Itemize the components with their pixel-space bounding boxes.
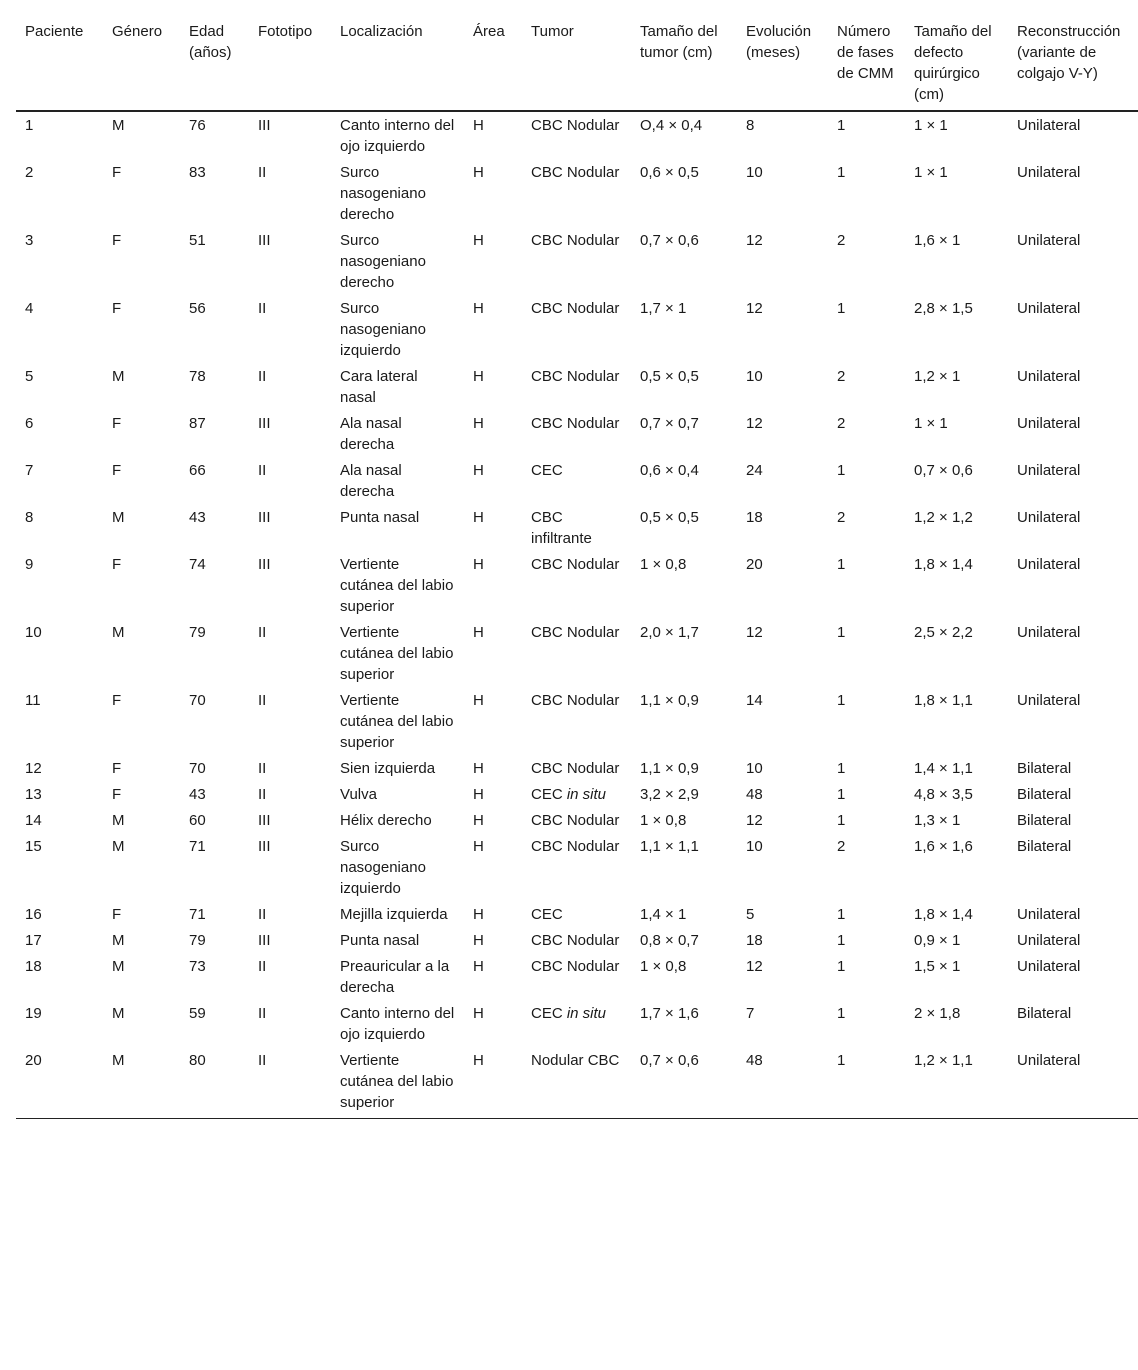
cell-genero: M <box>112 932 125 949</box>
cell-localizacion: Cara lateral nasal <box>340 368 418 406</box>
cell-paciente: 20 <box>16 1047 103 1119</box>
cell-tumor <box>522 410 631 457</box>
cell-fototipo: III <box>258 838 271 855</box>
header-area: Área <box>464 12 522 111</box>
cell-tamano-tumor: 1 × 0,8 <box>640 958 687 975</box>
cell-reconstruccion: Bilateral <box>1017 786 1072 803</box>
cell-paciente: 2 <box>25 164 34 181</box>
cell-fases: 1 <box>828 1047 905 1119</box>
cell-paciente: 3 <box>25 232 34 249</box>
cell-fototipo: III <box>258 556 271 573</box>
cell-localizacion: Vertiente cutánea del labio superior <box>340 692 454 751</box>
table-row <box>16 687 1138 755</box>
table-row <box>16 1000 1138 1047</box>
cell-fototipo: III <box>258 117 271 134</box>
cell-reconstruccion: Unilateral <box>1017 624 1081 641</box>
cell-paciente: 9 <box>25 556 34 573</box>
table-row <box>16 457 1138 504</box>
table-row <box>16 619 1138 687</box>
cell-paciente: 12 <box>25 760 42 777</box>
cell-edad: 79 <box>189 932 206 949</box>
table-row <box>16 927 1138 953</box>
cell-edad: 70 <box>189 692 206 709</box>
cell-reconstruccion: Unilateral <box>1017 509 1081 526</box>
cell-localizacion: Ala nasal derecha <box>340 462 402 500</box>
tumor-type: CBC Nodular <box>531 556 620 573</box>
cell-fototipo: II <box>258 368 267 385</box>
cell-tumor <box>522 457 631 504</box>
cell-localizacion: Preauricular a la derecha <box>340 958 450 996</box>
cell-localizacion: Surco nasogeniano izquierdo <box>340 838 426 897</box>
cell-reconstruccion: Unilateral <box>1017 164 1081 181</box>
cell-genero: F <box>112 556 122 573</box>
cell-paciente: 13 <box>25 786 42 803</box>
table-row <box>16 410 1138 457</box>
cell-reconstruccion: Unilateral <box>1017 692 1081 709</box>
cell-tamano-tumor: 0,7 × 0,6 <box>631 1047 737 1119</box>
cell-paciente: 11 <box>25 692 41 709</box>
cell-genero: F <box>112 164 122 181</box>
cell-defecto: 2,8 × 1,5 <box>914 300 973 317</box>
cell-paciente: 7 <box>25 462 34 479</box>
cell-defecto: 2,5 × 2,2 <box>914 624 973 641</box>
tumor-type: CBC Nodular <box>531 692 620 709</box>
cell-fototipo: II <box>258 958 267 975</box>
header-row <box>16 12 1138 111</box>
cell-reconstruccion: Unilateral <box>1017 932 1081 949</box>
cell-evolucion: 12 <box>746 232 763 249</box>
cell-localizacion: Surco nasogeniano derecho <box>340 232 426 291</box>
cell-area: H <box>464 1047 522 1119</box>
cell-fototipo: II <box>258 906 267 923</box>
cell-evolucion: 18 <box>746 932 763 949</box>
table-row <box>16 227 1138 295</box>
cell-fases: 1 <box>837 760 846 777</box>
cell-area: H <box>473 415 484 432</box>
cell-reconstruccion: Unilateral <box>1017 117 1081 134</box>
cell-evolucion: 12 <box>746 415 763 432</box>
patients-table <box>16 12 1138 1119</box>
cell-localizacion: Surco nasogeniano izquierdo <box>340 300 426 359</box>
cell-evolucion: 12 <box>746 300 763 317</box>
cell-defecto: 1 × 1 <box>914 415 948 432</box>
cell-evolucion: 48 <box>746 786 763 803</box>
cell-evolucion: 18 <box>746 509 763 526</box>
cell-reconstruccion: Unilateral <box>1017 462 1081 479</box>
cell-area: H <box>473 462 484 479</box>
cell-genero: F <box>112 760 122 777</box>
cell-edad: 43 <box>189 509 206 526</box>
cell-fototipo: III <box>258 415 271 432</box>
cell-fases: 2 <box>837 509 846 526</box>
cell-localizacion: Sien izquierda <box>340 760 436 777</box>
cell-fases: 1 <box>837 812 846 829</box>
cell-tamano-tumor: 0,5 × 0,5 <box>640 509 699 526</box>
cell-evolucion: 7 <box>746 1005 755 1022</box>
tumor-type: CBC Nodular <box>531 117 620 134</box>
cell-area: H <box>473 760 484 777</box>
table-body <box>16 111 1138 1119</box>
cell-reconstruccion: Unilateral <box>1017 368 1081 385</box>
cell-reconstruccion: Unilateral <box>1017 958 1081 975</box>
tumor-type: CBC Nodular <box>531 164 620 181</box>
cell-paciente: 1 <box>25 117 34 134</box>
tumor-type: CEC <box>531 1005 563 1022</box>
cell-defecto: 1 × 1 <box>914 117 948 134</box>
cell-tamano-tumor: 0,7 × 0,6 <box>640 232 699 249</box>
cell-fases: 1 <box>837 300 846 317</box>
tumor-type: CBC Nodular <box>531 760 620 777</box>
tumor-type: CBC Nodular <box>531 300 620 317</box>
cell-paciente: 10 <box>25 624 42 641</box>
cell-tamano-tumor: 1 × 0,8 <box>640 556 687 573</box>
cell-area: H <box>473 1005 484 1022</box>
cell-defecto: 2 × 1,8 <box>914 1005 961 1022</box>
cell-tumor <box>522 159 631 227</box>
cell-area: H <box>473 838 484 855</box>
cell-area: H <box>473 509 484 526</box>
cell-fases: 1 <box>837 556 846 573</box>
cell-tumor <box>522 551 631 619</box>
cell-area: H <box>473 692 484 709</box>
cell-edad: 66 <box>189 462 206 479</box>
table-row <box>16 755 1138 781</box>
cell-reconstruccion: Bilateral <box>1017 838 1072 855</box>
cell-evolucion: 10 <box>746 164 763 181</box>
cell-localizacion: Vertiente cutánea del labio superior <box>340 556 454 615</box>
tumor-qualifier: in situ <box>566 786 607 803</box>
cell-localizacion: Mejilla izquierda <box>340 906 448 923</box>
cell-area: H <box>473 812 484 829</box>
table-row <box>16 504 1138 551</box>
cell-tumor <box>522 953 631 1000</box>
cell-area: H <box>473 164 484 181</box>
cell-fases: 2 <box>837 232 846 249</box>
cell-tumor <box>522 504 631 551</box>
header-fases: Número de fases de CMM <box>828 12 905 111</box>
tumor-type: CEC <box>531 786 563 803</box>
table-row <box>16 295 1138 363</box>
cell-tamano-tumor: 1,4 × 1 <box>640 906 687 923</box>
cell-localizacion: Surco nasogeniano derecho <box>340 164 426 223</box>
tumor-type: CBC Nodular <box>531 368 620 385</box>
cell-area: H <box>473 117 484 134</box>
cell-evolucion: 12 <box>746 624 763 641</box>
cell-tamano-tumor: 1,7 × 1 <box>640 300 687 317</box>
cell-fototipo: II <box>258 624 267 641</box>
cell-evolucion: 48 <box>737 1047 828 1119</box>
cell-fases: 2 <box>837 838 846 855</box>
tumor-type: CBC Nodular <box>531 932 620 949</box>
tumor-type: CBC Nodular <box>531 232 620 249</box>
cell-area: H <box>473 624 484 641</box>
header-fototipo: Fototipo <box>249 12 331 111</box>
cell-fototipo: II <box>249 1047 331 1119</box>
tumor-type: CBC Nodular <box>531 812 620 829</box>
table-row <box>16 1047 1138 1119</box>
cell-tumor <box>522 687 631 755</box>
cell-fototipo: II <box>258 1005 267 1022</box>
tumor-type: CBC Nodular <box>531 624 620 641</box>
cell-genero: F <box>112 462 122 479</box>
table-row <box>16 159 1138 227</box>
cell-edad: 76 <box>189 117 206 134</box>
cell-evolucion: 14 <box>746 692 763 709</box>
cell-fototipo: II <box>258 786 267 803</box>
cell-reconstruccion: Unilateral <box>1008 1047 1138 1119</box>
cell-genero: M <box>112 117 125 134</box>
cell-tamano-tumor: 0,6 × 0,4 <box>640 462 699 479</box>
cell-tumor <box>522 901 631 927</box>
cell-genero: M <box>103 1047 180 1119</box>
cell-fototipo: II <box>258 462 267 479</box>
tumor-type: CBC Nodular <box>531 958 620 975</box>
table-row <box>16 781 1138 807</box>
header-paciente: Paciente <box>16 12 103 111</box>
cell-tamano-tumor: 1,1 × 0,9 <box>640 692 699 709</box>
header-localizacion: Localización <box>331 12 464 111</box>
cell-tamano-tumor: 1,1 × 1,1 <box>640 838 699 855</box>
cell-defecto: 4,8 × 3,5 <box>914 786 973 803</box>
cell-fototipo: II <box>258 692 267 709</box>
cell-edad: 71 <box>189 838 206 855</box>
table-container <box>16 12 1138 1119</box>
cell-edad: 43 <box>189 786 206 803</box>
cell-genero: M <box>112 1005 125 1022</box>
cell-tamano-tumor: 0,5 × 0,5 <box>640 368 699 385</box>
header-reconstruccion: Reconstrucción (variante de colgajo V-Y) <box>1008 12 1138 111</box>
table-row <box>16 953 1138 1000</box>
cell-defecto: 1,8 × 1,4 <box>914 906 973 923</box>
cell-reconstruccion: Unilateral <box>1017 556 1081 573</box>
cell-paciente: 15 <box>25 838 42 855</box>
cell-localizacion: Canto interno del ojo izquierdo <box>340 1005 455 1043</box>
cell-genero: F <box>112 300 122 317</box>
cell-edad: 59 <box>189 1005 206 1022</box>
cell-area: H <box>473 368 484 385</box>
cell-tamano-tumor: 0,8 × 0,7 <box>640 932 699 949</box>
cell-area: H <box>473 906 484 923</box>
cell-localizacion: Vertiente cutánea del labio superior <box>331 1047 464 1119</box>
cell-paciente: 17 <box>25 932 42 949</box>
cell-tamano-tumor: 1 × 0,8 <box>640 812 687 829</box>
cell-fases: 1 <box>837 692 846 709</box>
cell-area: H <box>473 958 484 975</box>
cell-area: H <box>473 300 484 317</box>
cell-paciente: 6 <box>25 415 34 432</box>
cell-reconstruccion: Unilateral <box>1017 300 1081 317</box>
tumor-type: CBC Nodular <box>531 838 620 855</box>
cell-defecto: 1,6 × 1,6 <box>914 838 973 855</box>
cell-reconstruccion: Bilateral <box>1017 812 1072 829</box>
cell-evolucion: 10 <box>746 368 763 385</box>
cell-defecto: 1,4 × 1,1 <box>914 760 973 777</box>
cell-edad: 74 <box>189 556 206 573</box>
cell-edad: 79 <box>189 624 206 641</box>
cell-localizacion: Vulva <box>340 786 377 803</box>
cell-tamano-tumor: 0,6 × 0,5 <box>640 164 699 181</box>
cell-tamano-tumor: 0,7 × 0,7 <box>640 415 699 432</box>
cell-tumor <box>522 295 631 363</box>
cell-tumor <box>522 1047 631 1119</box>
cell-edad: 60 <box>189 812 206 829</box>
cell-edad: 80 <box>180 1047 249 1119</box>
header-edad: Edad (años) <box>180 12 249 111</box>
cell-localizacion: Ala nasal derecha <box>340 415 402 453</box>
cell-fases: 1 <box>837 462 846 479</box>
cell-defecto: 1,2 × 1 <box>914 368 961 385</box>
cell-genero: M <box>112 368 125 385</box>
cell-fototipo: III <box>258 232 271 249</box>
cell-genero: F <box>112 692 122 709</box>
table-row <box>16 807 1138 833</box>
table-row <box>16 833 1138 901</box>
cell-genero: M <box>112 624 125 641</box>
tumor-type: CEC <box>531 906 563 923</box>
cell-tamano-tumor: 3,2 × 2,9 <box>640 786 699 803</box>
cell-area: H <box>473 786 484 803</box>
cell-tumor <box>522 227 631 295</box>
cell-paciente: 5 <box>25 368 34 385</box>
cell-genero: F <box>112 906 122 923</box>
cell-defecto: 1,2 × 1,2 <box>914 509 973 526</box>
table-row <box>16 111 1138 159</box>
cell-localizacion: Vertiente cutánea del labio superior <box>340 624 454 683</box>
cell-tumor <box>522 833 631 901</box>
cell-defecto: 0,9 × 1 <box>914 932 961 949</box>
cell-evolucion: 8 <box>746 117 755 134</box>
cell-reconstruccion: Bilateral <box>1017 760 1072 777</box>
cell-edad: 71 <box>189 906 206 923</box>
cell-genero: M <box>112 812 125 829</box>
cell-tumor <box>522 807 631 833</box>
cell-localizacion: Punta nasal <box>340 509 420 526</box>
table-row <box>16 901 1138 927</box>
cell-edad: 70 <box>189 760 206 777</box>
cell-edad: 83 <box>189 164 206 181</box>
cell-fases: 1 <box>837 624 846 641</box>
cell-defecto: 1,2 × 1,1 <box>905 1047 1008 1119</box>
cell-fototipo: II <box>258 164 267 181</box>
cell-fases: 1 <box>837 958 846 975</box>
cell-defecto: 1,8 × 1,1 <box>914 692 973 709</box>
cell-genero: M <box>112 838 125 855</box>
tumor-qualifier: in situ <box>566 1005 607 1022</box>
cell-tumor <box>522 927 631 953</box>
cell-defecto: 1 × 1 <box>914 164 948 181</box>
cell-defecto: 1,5 × 1 <box>914 958 961 975</box>
cell-reconstruccion: Unilateral <box>1017 232 1081 249</box>
cell-fases: 1 <box>837 1005 846 1022</box>
cell-genero: F <box>112 786 122 803</box>
cell-evolucion: 5 <box>746 906 755 923</box>
cell-edad: 51 <box>189 232 206 249</box>
cell-defecto: 1,6 × 1 <box>914 232 961 249</box>
cell-fases: 1 <box>837 117 846 134</box>
cell-fases: 1 <box>837 786 846 803</box>
cell-evolucion: 10 <box>746 760 763 777</box>
tumor-type: CBC infiltrante <box>531 509 592 547</box>
cell-fases: 1 <box>837 906 846 923</box>
header-tamano-tumor: Tamaño del tumor (cm) <box>631 12 737 111</box>
header-tumor: Tumor <box>522 12 631 111</box>
cell-defecto: 1,3 × 1 <box>914 812 961 829</box>
cell-paciente: 14 <box>25 812 42 829</box>
table-row <box>16 551 1138 619</box>
cell-evolucion: 12 <box>746 812 763 829</box>
cell-area: H <box>473 556 484 573</box>
cell-paciente: 4 <box>25 300 34 317</box>
cell-paciente: 8 <box>25 509 34 526</box>
cell-fases: 2 <box>837 368 846 385</box>
cell-tamano-tumor: 1,7 × 1,6 <box>640 1005 699 1022</box>
cell-tamano-tumor: O,4 × 0,4 <box>640 117 703 134</box>
cell-localizacion: Hélix derecho <box>340 812 432 829</box>
cell-edad: 56 <box>189 300 206 317</box>
cell-reconstruccion: Bilateral <box>1017 1005 1072 1022</box>
header-evolucion: Evolución (meses) <box>737 12 828 111</box>
tumor-type: CBC Nodular <box>531 415 620 432</box>
cell-reconstruccion: Unilateral <box>1017 906 1081 923</box>
cell-tamano-tumor: 1,1 × 0,9 <box>640 760 699 777</box>
cell-area: H <box>473 232 484 249</box>
cell-evolucion: 24 <box>746 462 763 479</box>
cell-genero: M <box>112 958 125 975</box>
cell-reconstruccion: Unilateral <box>1017 415 1081 432</box>
cell-genero: F <box>112 415 122 432</box>
cell-tumor <box>522 111 631 159</box>
cell-fototipo: III <box>258 812 271 829</box>
cell-localizacion: Canto interno del ojo izquierdo <box>340 117 455 155</box>
cell-fototipo: II <box>258 760 267 777</box>
cell-evolucion: 10 <box>746 838 763 855</box>
cell-defecto: 1,8 × 1,4 <box>914 556 973 573</box>
cell-evolucion: 20 <box>746 556 763 573</box>
cell-tumor <box>522 1000 631 1047</box>
cell-paciente: 19 <box>25 1005 42 1022</box>
cell-evolucion: 12 <box>746 958 763 975</box>
cell-fases: 1 <box>837 932 846 949</box>
cell-fototipo: II <box>258 300 267 317</box>
cell-edad: 78 <box>189 368 206 385</box>
cell-fototipo: III <box>258 509 271 526</box>
cell-tumor <box>522 363 631 410</box>
table-header <box>16 12 1138 111</box>
cell-paciente: 18 <box>25 958 42 975</box>
cell-genero: M <box>112 509 125 526</box>
cell-edad: 87 <box>189 415 206 432</box>
cell-fototipo: III <box>258 932 271 949</box>
tumor-type: Nodular CBC <box>531 1052 620 1069</box>
cell-localizacion: Punta nasal <box>340 932 420 949</box>
cell-tamano-tumor: 2,0 × 1,7 <box>640 624 699 641</box>
cell-tumor <box>522 781 631 807</box>
header-genero: Género <box>103 12 180 111</box>
cell-tumor <box>522 755 631 781</box>
cell-fases: 1 <box>837 164 846 181</box>
cell-paciente: 16 <box>25 906 42 923</box>
tumor-type: CEC <box>531 462 563 479</box>
cell-genero: F <box>112 232 122 249</box>
cell-defecto: 0,7 × 0,6 <box>914 462 973 479</box>
cell-fases: 2 <box>837 415 846 432</box>
header-defecto: Tamaño del defecto quirúrgico (cm) <box>905 12 1008 111</box>
cell-area: H <box>473 932 484 949</box>
cell-tumor <box>522 619 631 687</box>
table-row <box>16 363 1138 410</box>
cell-edad: 73 <box>189 958 206 975</box>
